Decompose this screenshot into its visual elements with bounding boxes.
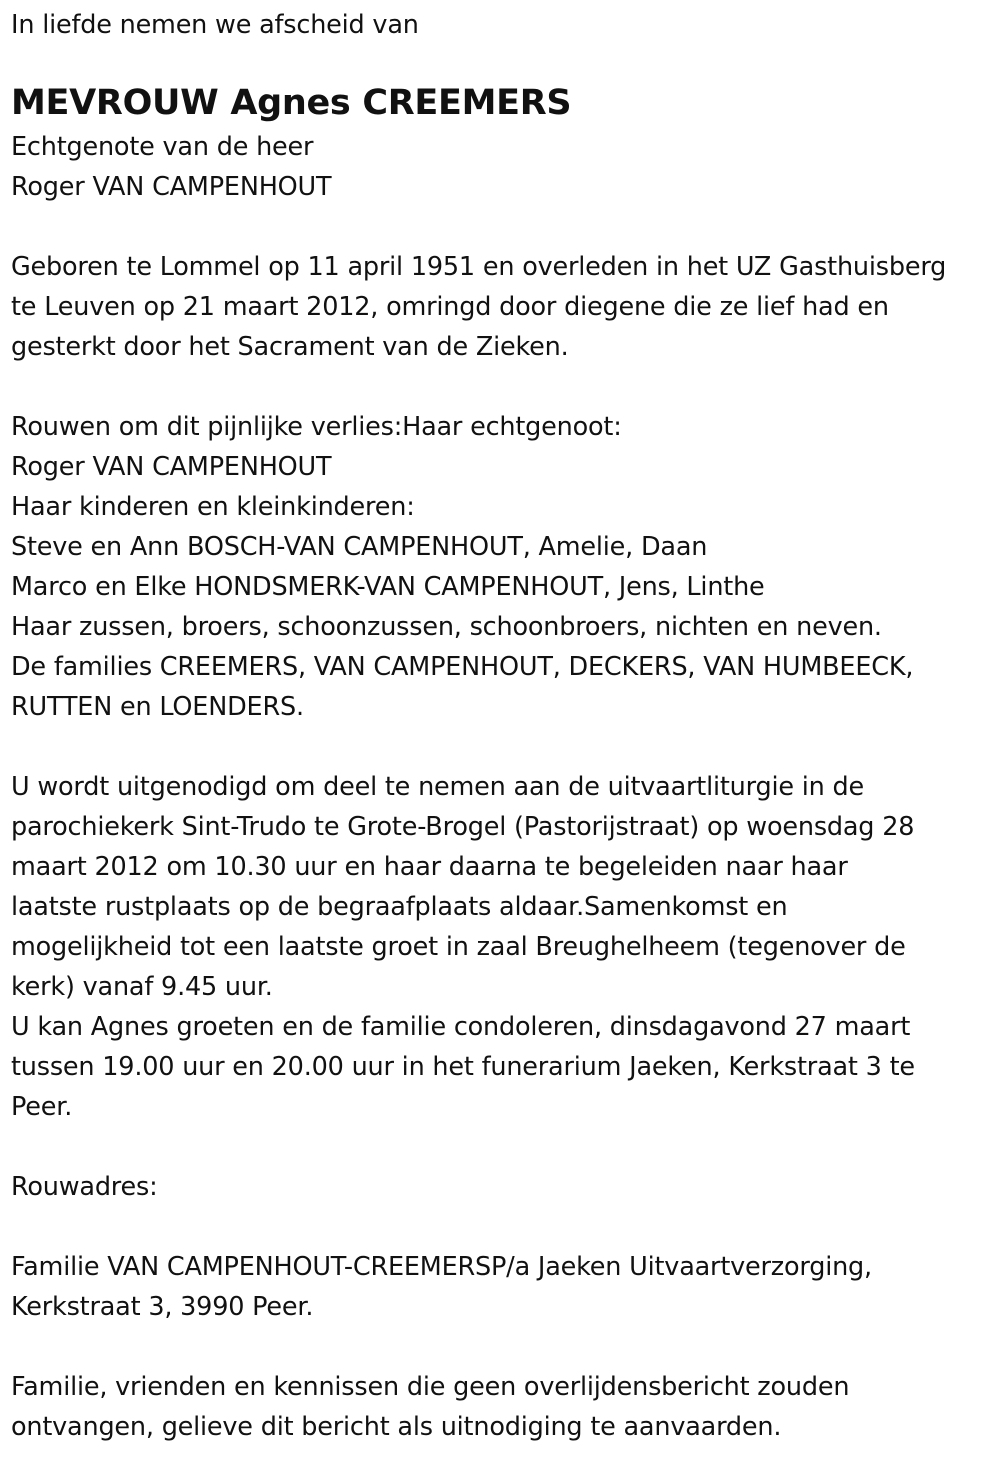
mourners-line: Haar zussen, broers, schoonzussen, schoonbroers, nichten en neven.	[11, 612, 882, 642]
funeral-line: Peer.	[11, 1092, 73, 1122]
closing-section	[11, 1367, 996, 1447]
spouse-section	[11, 127, 996, 207]
address-line: Familie VAN CAMPENHOUT-CREEMERSP/a Jaeken Uitvaartverzorging,	[11, 1252, 872, 1282]
mourners-section	[11, 407, 996, 727]
birth-death-line: Geboren te Lommel op 11 april 1951 en overleden in het UZ Gasthuisberg	[11, 252, 947, 282]
funeral-line: laatste rustplaats op de begraafplaats aldaar.Samenkomst en	[11, 892, 788, 922]
mourners-line: Rouwen om dit pijnlijke verlies:Haar echtgenoot:	[11, 412, 622, 442]
mourners-line: Marco en Elke HONDSMERK-VAN CAMPENHOUT, Jens, Linthe	[11, 572, 765, 602]
deceased-name: MEVROUW Agnes CREEMERS	[11, 83, 572, 123]
spacer	[11, 1207, 996, 1247]
intro-text: In liefde nemen we afscheid van	[11, 10, 419, 40]
address-section	[11, 1247, 996, 1327]
mourners-line: Steve en Ann BOSCH-VAN CAMPENHOUT, Amelie, Daan	[11, 532, 708, 562]
mourners-line: Haar kinderen en kleinkinderen:	[11, 492, 415, 522]
funeral-line: mogelijkheid tot een laatste groet in zaal Breughelheem (tegenover de	[11, 932, 906, 962]
spacer	[11, 727, 996, 767]
spacer	[11, 45, 996, 79]
funeral-line: U wordt uitgenodigd om deel te nemen aan de uitvaartliturgie in de	[11, 772, 864, 802]
spacer	[11, 1327, 996, 1367]
birth-death-line: gesterkt door het Sacrament van de Zieken.	[11, 332, 569, 362]
birth-death-line: te Leuven op 21 maart 2012, omringd door diegene die ze lief had en	[11, 292, 889, 322]
closing-line: ontvangen, gelieve dit bericht als uitnodiging te aanvaarden.	[11, 1412, 782, 1442]
spacer	[11, 367, 996, 407]
mourners-line: Roger VAN CAMPENHOUT	[11, 452, 332, 482]
obituary-notice	[11, 5, 996, 1447]
spacer	[11, 207, 996, 247]
spouse-line: Roger VAN CAMPENHOUT	[11, 172, 332, 202]
funeral-line: tussen 19.00 uur en 20.00 uur in het funerarium Jaeken, Kerkstraat 3 te	[11, 1052, 915, 1082]
mourners-line: De families CREEMERS, VAN CAMPENHOUT, DECKERS, VAN HUMBEECK,	[11, 652, 914, 682]
funeral-section	[11, 767, 996, 1127]
birth-death-section	[11, 247, 996, 367]
mourners-line: RUTTEN en LOENDERS.	[11, 692, 304, 722]
closing-line: Familie, vrienden en kennissen die geen overlijdensbericht zouden	[11, 1372, 850, 1402]
funeral-line: U kan Agnes groeten en de familie condoleren, dinsdagavond 27 maart	[11, 1012, 911, 1042]
spacer	[11, 1127, 996, 1167]
funeral-line: kerk) vanaf 9.45 uur.	[11, 972, 273, 1002]
spouse-line: Echtgenote van de heer	[11, 132, 314, 162]
funeral-line: maart 2012 om 10.30 uur en haar daarna te begeleiden naar haar	[11, 852, 848, 882]
address-line: Kerkstraat 3, 3990 Peer.	[11, 1292, 314, 1322]
funeral-line: parochiekerk Sint-Trudo te Grote-Brogel (Pastorijstraat) op woensdag 28	[11, 812, 915, 842]
address-label: Rouwadres:	[11, 1172, 158, 1202]
